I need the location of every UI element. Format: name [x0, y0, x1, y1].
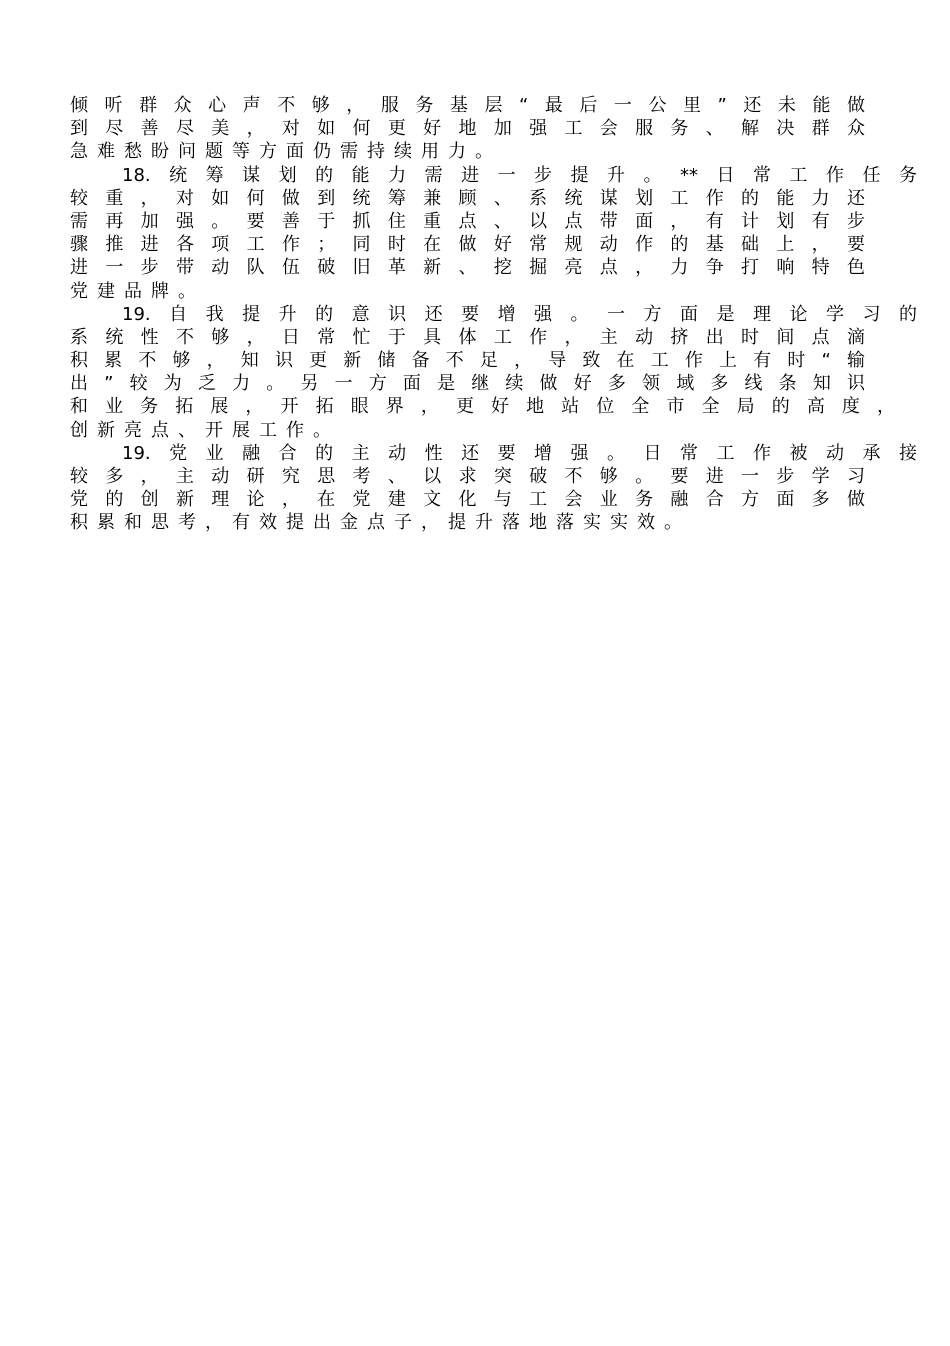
- text-line: 党的创新理论，在党建文化与工会业务融合方面多做: [70, 489, 865, 511]
- text-line: 积累和思考，有效提出金点子，提升落地落实实效。: [70, 512, 691, 534]
- text-line: 倾听群众心声不够，服务基层“最后一公里”还未能做: [70, 95, 865, 116]
- paragraph-start-19a: 19.自我提升的意识还要增强。一方面是理论学习的: [122, 303, 917, 325]
- text-line: 较重，对如何做到统筹兼顾、系统谋划工作的能力还: [70, 187, 865, 209]
- document-body: [70, 94, 917, 535]
- text-line: 急难愁盼问题等方面仍需持续用力。: [70, 141, 502, 163]
- paragraph-start-18: 18.统筹谋划的能力需进一步提升。**日常工作任务: [122, 164, 917, 186]
- text-line: 到尽善尽美，对如何更好地加强工会服务、解决群众: [70, 118, 865, 140]
- text-line: 进一步带动队伍破旧革新、挖掘亮点，力争打响特色: [70, 257, 865, 279]
- text-line: 党建品牌。: [70, 280, 205, 302]
- text-line: 出”较为乏力。另一方面是继续做好多领域多线条知识: [70, 373, 865, 395]
- text-line: 较多，主动研究思考、以求突破不够。要进一步学习: [70, 466, 865, 487]
- paragraph-start-19b: 19.党业融合的主动性还要增强。日常工作被动承接: [122, 442, 917, 464]
- text-line: 创新亮点、开展工作。: [70, 419, 340, 441]
- text-line: 和业务拓展，开拓眼界，更好地站位全市全局的高度，: [70, 396, 895, 418]
- text-line: 骤推进各项工作；同时在做好常规动作的基础上，要: [70, 234, 865, 256]
- text-line: 需再加强。要善于抓住重点、以点带面，有计划有步: [70, 210, 865, 232]
- text-line: 系统性不够，日常忙于具体工作，主动挤出时间点滴: [70, 326, 865, 348]
- text-line: 积累不够，知识更新储备不足，导致在工作上有时“输: [70, 350, 865, 372]
